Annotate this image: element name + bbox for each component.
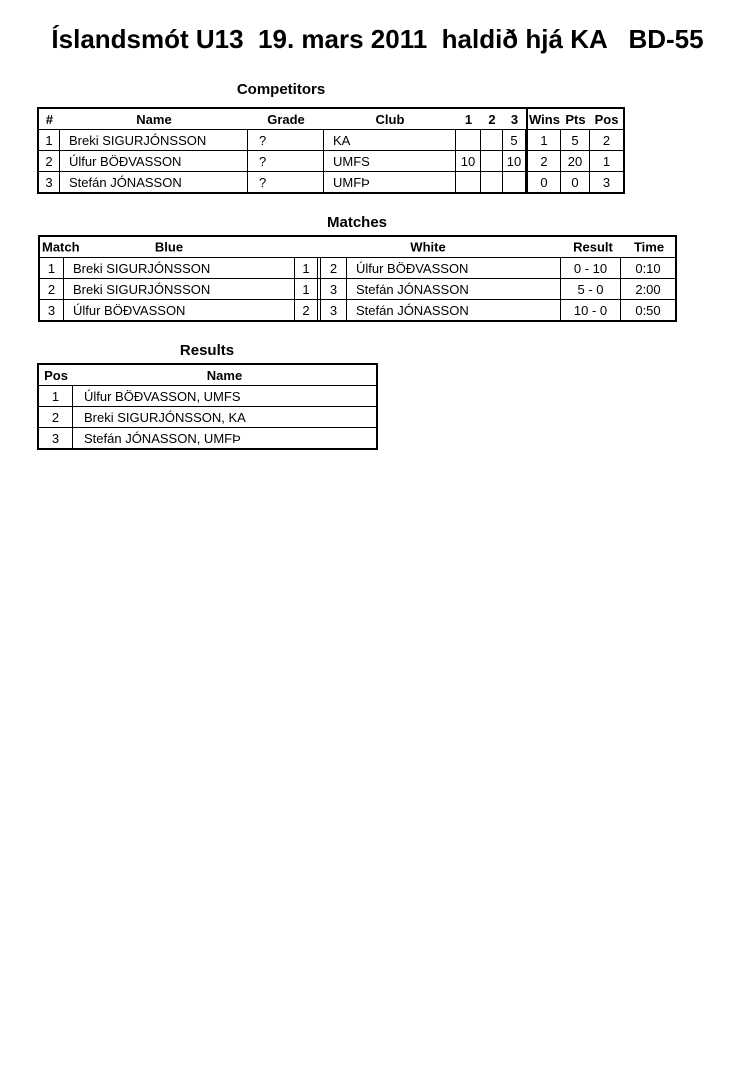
- competitor-wins: 0: [526, 172, 561, 192]
- white-player-name: Úlfur BÖÐVASSON: [347, 258, 561, 278]
- blue-player-number: 1: [295, 258, 318, 278]
- competitor-club: KA: [324, 130, 456, 150]
- competitor-number: 1: [39, 130, 60, 150]
- white-player-number: 3: [320, 279, 347, 299]
- match-time: 2:00: [635, 281, 661, 297]
- competitor-club: UMFÞ: [324, 172, 456, 192]
- match-row: [40, 299, 675, 320]
- result-row: [39, 427, 376, 448]
- col-header-blue: Blue: [154, 239, 184, 255]
- col-header-pos: Pos: [594, 111, 619, 127]
- competitor-score-vs2: [481, 151, 503, 171]
- col-header-name: Name: [136, 111, 172, 127]
- col-header-pos: Pos: [44, 367, 68, 383]
- col-header-result: Result: [573, 239, 613, 255]
- competitor-grade: ?: [248, 130, 324, 150]
- competitors-heading: Competitors: [236, 81, 326, 98]
- col-header-grade: Grade: [267, 111, 305, 127]
- competitor-score-vs3: 5: [503, 130, 526, 150]
- competitor-pts: 0: [561, 172, 590, 192]
- competitor-name: Stefán JÓNASSON: [60, 172, 248, 192]
- competitor-name: Úlfur BÖÐVASSON: [60, 151, 248, 171]
- result-row: [39, 406, 376, 427]
- white-player-number: 2: [320, 258, 347, 278]
- competitors-table: [37, 107, 625, 194]
- result-row: [39, 385, 376, 406]
- blue-player-name: Breki SIGURJÓNSSON: [64, 258, 295, 278]
- result-position: 2: [39, 407, 73, 427]
- competitor-pts: 20: [561, 151, 590, 171]
- competitor-row: [39, 171, 623, 192]
- competitor-score-vs1: [456, 172, 481, 192]
- results-table: [37, 363, 378, 450]
- result-name: Breki SIGURJÓNSSON, KA: [84, 409, 246, 425]
- result-position: 3: [39, 428, 73, 448]
- col-header-wins: Wins: [526, 109, 561, 129]
- competitor-wins: 1: [526, 130, 561, 150]
- competitor-number: 2: [39, 151, 60, 171]
- result-name: Úlfur BÖÐVASSON, UMFS: [84, 388, 241, 404]
- col-header-pts: Pts: [565, 111, 586, 127]
- col-header-club: Club: [375, 111, 405, 127]
- white-player-name: Stefán JÓNASSON: [347, 279, 561, 299]
- white-player-name: Stefán JÓNASSON: [347, 300, 561, 320]
- match-result: 5 - 0: [561, 279, 621, 299]
- col-header-match: Match: [42, 239, 80, 255]
- match-row: [40, 257, 675, 278]
- competitor-score-vs1: 10: [456, 151, 481, 171]
- result-position: 1: [39, 386, 73, 406]
- page-title: Íslandsmót U13 19. mars 2011 haldið hjá KA BD-55: [51, 24, 704, 54]
- competitor-wins: 2: [526, 151, 561, 171]
- match-row: [40, 278, 675, 299]
- blue-player-name: Breki SIGURJÓNSSON: [64, 279, 295, 299]
- match-number: 2: [40, 279, 64, 299]
- result-name: Stefán JÓNASSON, UMFÞ: [84, 430, 241, 446]
- results-heading: Results: [179, 342, 235, 359]
- results-header-row: [39, 365, 376, 385]
- competitor-club: UMFS: [324, 151, 456, 171]
- competitor-name: Breki SIGURJÓNSSON: [60, 130, 248, 150]
- competitor-score-vs2: [481, 172, 503, 192]
- match-number: 1: [40, 258, 64, 278]
- competitor-pos: 3: [602, 174, 611, 190]
- matches-header-row: [40, 237, 675, 257]
- match-result: 10 - 0: [561, 300, 621, 320]
- col-header-white: White: [410, 239, 446, 255]
- competitor-row: [39, 129, 623, 150]
- col-header-time: Time: [633, 239, 665, 255]
- competitor-pts: 5: [561, 130, 590, 150]
- competitors-header-row: [39, 109, 623, 129]
- col-header-number: #: [45, 111, 54, 127]
- competitor-pos: 1: [602, 153, 611, 169]
- competitor-grade: ?: [248, 151, 324, 171]
- col-header-name: Name: [206, 367, 243, 383]
- competitor-score-vs3: [503, 172, 526, 192]
- white-player-number: 3: [320, 300, 347, 320]
- col-header-game2: 2: [488, 111, 496, 127]
- col-header-game1: 1: [464, 111, 473, 127]
- blue-player-number: 2: [295, 300, 318, 320]
- blue-player-name: Úlfur BÖÐVASSON: [64, 300, 295, 320]
- match-number: 3: [40, 300, 64, 320]
- competitor-pos: 2: [602, 132, 611, 148]
- match-time: 0:10: [635, 260, 661, 276]
- competitor-score-vs3: 10: [503, 151, 526, 171]
- competitor-number: 3: [39, 172, 60, 192]
- col-header-game3: 3: [510, 111, 519, 127]
- matches-heading: Matches: [326, 214, 388, 231]
- competitor-score-vs1: [456, 130, 481, 150]
- match-time: 0:50: [635, 302, 661, 318]
- competitor-row: [39, 150, 623, 171]
- match-result: 0 - 10: [561, 258, 621, 278]
- matches-table: [38, 235, 677, 322]
- competitor-score-vs2: [481, 130, 503, 150]
- competitor-grade: ?: [248, 172, 324, 192]
- blue-player-number: 1: [295, 279, 318, 299]
